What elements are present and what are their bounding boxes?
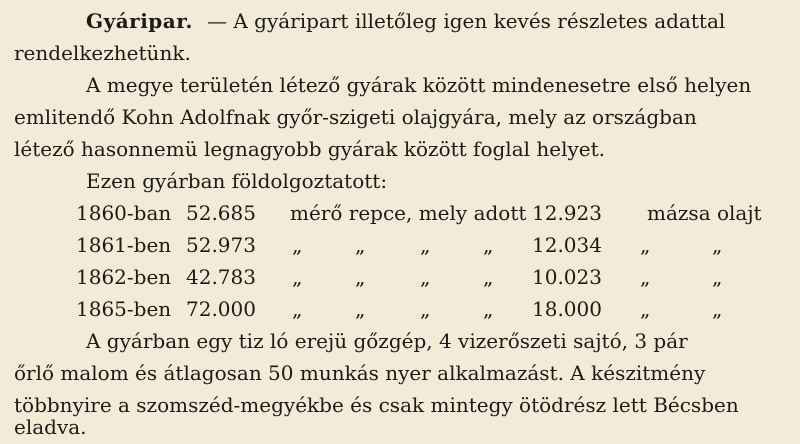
paragraph-2-text: A megye területén létező gyárak között mindenesetre első helyen bbox=[86, 73, 752, 97]
paragraph-4-text: többnyire a szomszéd-megyékbe és csak mintegy ötödrész lett Bécsben bbox=[14, 393, 739, 417]
table-year: 1860-ban bbox=[76, 201, 172, 225]
table-unit-text: mérő repce, mely adott bbox=[290, 201, 527, 225]
ditto-mark: „ bbox=[292, 233, 303, 257]
paragraph-1-text-cont: rendelkezhetünk. bbox=[14, 41, 191, 65]
table-row bbox=[0, 294, 800, 324]
table-year: 1861-ben bbox=[76, 233, 172, 257]
paragraph-1-line-1 bbox=[0, 6, 800, 36]
table-row bbox=[0, 262, 800, 292]
ditto-mark: „ bbox=[712, 233, 723, 257]
paragraph-2-line-2 bbox=[0, 102, 800, 132]
ditto-mark: „ bbox=[640, 297, 651, 321]
table-intro: Ezen gyárban földolgoztatott: bbox=[86, 169, 388, 193]
paragraph-2-line-3 bbox=[0, 134, 800, 164]
paragraph-4-text: eladva. bbox=[14, 415, 87, 439]
paragraph-2-text: létező hasonnemü legnagyobb gyárak között foglal helyet. bbox=[14, 137, 606, 161]
paragraph-4-line-2 bbox=[0, 358, 800, 388]
paragraph-4-line-1 bbox=[0, 326, 800, 356]
ditto-mark: „ bbox=[712, 297, 723, 321]
paragraph-2-line-1 bbox=[0, 70, 800, 100]
paragraph-3-line-1 bbox=[0, 166, 800, 196]
ditto-mark: „ bbox=[355, 297, 366, 321]
ditto-mark: „ bbox=[640, 265, 651, 289]
paragraph-2-text: emlitendő Kohn Adolfnak győr-szigeti olajgyára, mely az országban bbox=[14, 105, 697, 129]
table-amount-2: 18.000 bbox=[532, 297, 602, 321]
table-amount-2: 10.023 bbox=[532, 265, 602, 289]
ditto-mark: „ bbox=[420, 297, 431, 321]
ditto-mark: „ bbox=[640, 233, 651, 257]
ditto-mark: „ bbox=[355, 233, 366, 257]
table-amount: 52.973 bbox=[186, 233, 256, 257]
ditto-mark: „ bbox=[420, 233, 431, 257]
ditto-mark: „ bbox=[712, 265, 723, 289]
table-year: 1865-ben bbox=[76, 297, 172, 321]
paragraph-4-line-4 bbox=[0, 412, 800, 442]
paragraph-1-text: — A gyáripart illetőleg igen kevés részletes adattal bbox=[207, 9, 726, 33]
table-amount-2: 12.923 bbox=[532, 201, 602, 225]
table-row bbox=[0, 230, 800, 260]
table-amount: 52.685 bbox=[186, 201, 256, 225]
ditto-mark: „ bbox=[483, 265, 494, 289]
ditto-mark: „ bbox=[483, 233, 494, 257]
ditto-mark: „ bbox=[355, 265, 366, 289]
paragraph-1-line-2 bbox=[0, 38, 800, 68]
ditto-mark: „ bbox=[292, 297, 303, 321]
table-amount: 42.783 bbox=[186, 265, 256, 289]
table-amount: 72.000 bbox=[186, 297, 256, 321]
paragraph-4-text: őrlő malom és átlagosan 50 munkás nyer alkalmazást. A készitmény bbox=[14, 361, 706, 385]
table-year: 1862-ben bbox=[76, 265, 172, 289]
paragraph-4-text: A gyárban egy tiz ló erejü gőzgép, 4 vizerőszeti sajtó, 3 pár bbox=[86, 329, 688, 353]
table-amount-2: 12.034 bbox=[532, 233, 602, 257]
section-heading: Gyáripar. bbox=[86, 9, 193, 33]
ditto-mark: „ bbox=[483, 297, 494, 321]
table-row bbox=[0, 198, 800, 228]
table-unit-text-2: mázsa olajt bbox=[647, 201, 762, 225]
ditto-mark: „ bbox=[420, 265, 431, 289]
ditto-mark: „ bbox=[292, 265, 303, 289]
